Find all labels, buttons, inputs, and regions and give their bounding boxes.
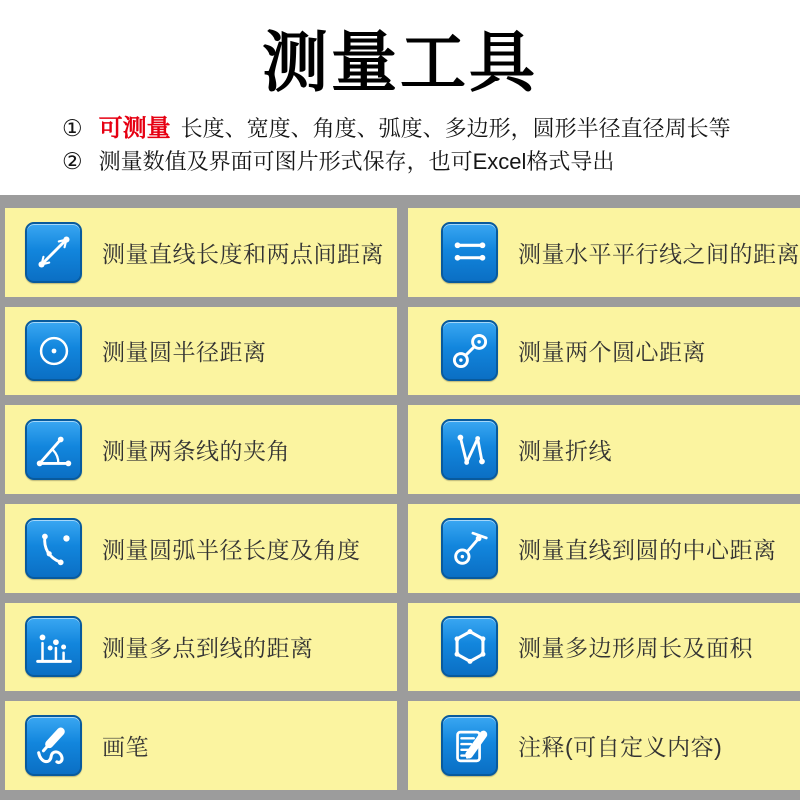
pen-icon bbox=[25, 715, 82, 776]
feature-cell bbox=[408, 701, 800, 790]
feature-label: 测量水平平行线之间的距离 bbox=[518, 240, 800, 267]
bullet-text: 长度、宽度、角度、弧度、多边形，圆形半径直径周长等 bbox=[180, 116, 731, 141]
feature-cell bbox=[5, 701, 397, 790]
two-circle-centers-icon bbox=[441, 320, 498, 381]
feature-label: 测量圆弧半径长度及角度 bbox=[102, 536, 361, 563]
feature-label: 测量两个圆心距离 bbox=[518, 339, 706, 366]
feature-cell bbox=[408, 208, 800, 297]
angle-icon bbox=[25, 419, 82, 480]
feature-label: 测量多边形周长及面积 bbox=[518, 635, 753, 662]
bullet-text: 测量数值及界面可图片形式保存，也可Excel格式导出 bbox=[98, 149, 615, 174]
feature-label: 测量圆半径距离 bbox=[102, 339, 267, 366]
feature-cell bbox=[408, 307, 800, 396]
points-to-line-icon bbox=[25, 616, 82, 677]
feature-label: 测量多点到线的距离 bbox=[102, 635, 314, 662]
bullet-line-1 bbox=[62, 112, 800, 145]
line-to-circle-icon bbox=[441, 518, 498, 579]
feature-cell bbox=[5, 307, 397, 396]
bullet-list bbox=[62, 112, 800, 178]
feature-cell bbox=[5, 208, 397, 297]
feature-cell bbox=[408, 405, 800, 494]
feature-cell bbox=[5, 405, 397, 494]
line-measure-icon bbox=[25, 222, 82, 283]
circle-radius-icon bbox=[25, 320, 82, 381]
polygon-icon bbox=[441, 616, 498, 677]
bullet-highlight: 可测量 bbox=[98, 115, 171, 142]
parallel-lines-icon bbox=[441, 222, 498, 283]
header bbox=[0, 0, 800, 195]
bullet-line-2 bbox=[62, 145, 800, 178]
feature-label: 注释(可自定义内容) bbox=[518, 734, 723, 761]
feature-cell bbox=[408, 504, 800, 593]
polyline-icon bbox=[441, 419, 498, 480]
feature-label: 画笔 bbox=[102, 734, 149, 761]
feature-cell bbox=[408, 603, 800, 692]
feature-cell bbox=[5, 603, 397, 692]
annotation-icon bbox=[441, 715, 498, 776]
arc-icon bbox=[25, 518, 82, 579]
feature-cell bbox=[5, 504, 397, 593]
feature-label: 测量折线 bbox=[518, 438, 612, 465]
bullet-number: ① bbox=[62, 115, 83, 141]
page-title: 测量工具 bbox=[262, 25, 538, 99]
feature-grid bbox=[0, 195, 800, 800]
feature-label: 测量直线到圆的中心距离 bbox=[518, 536, 777, 563]
feature-label: 测量两条线的夹角 bbox=[102, 438, 290, 465]
feature-label: 测量直线长度和两点间距离 bbox=[102, 240, 384, 267]
bullet-number: ② bbox=[62, 148, 83, 174]
